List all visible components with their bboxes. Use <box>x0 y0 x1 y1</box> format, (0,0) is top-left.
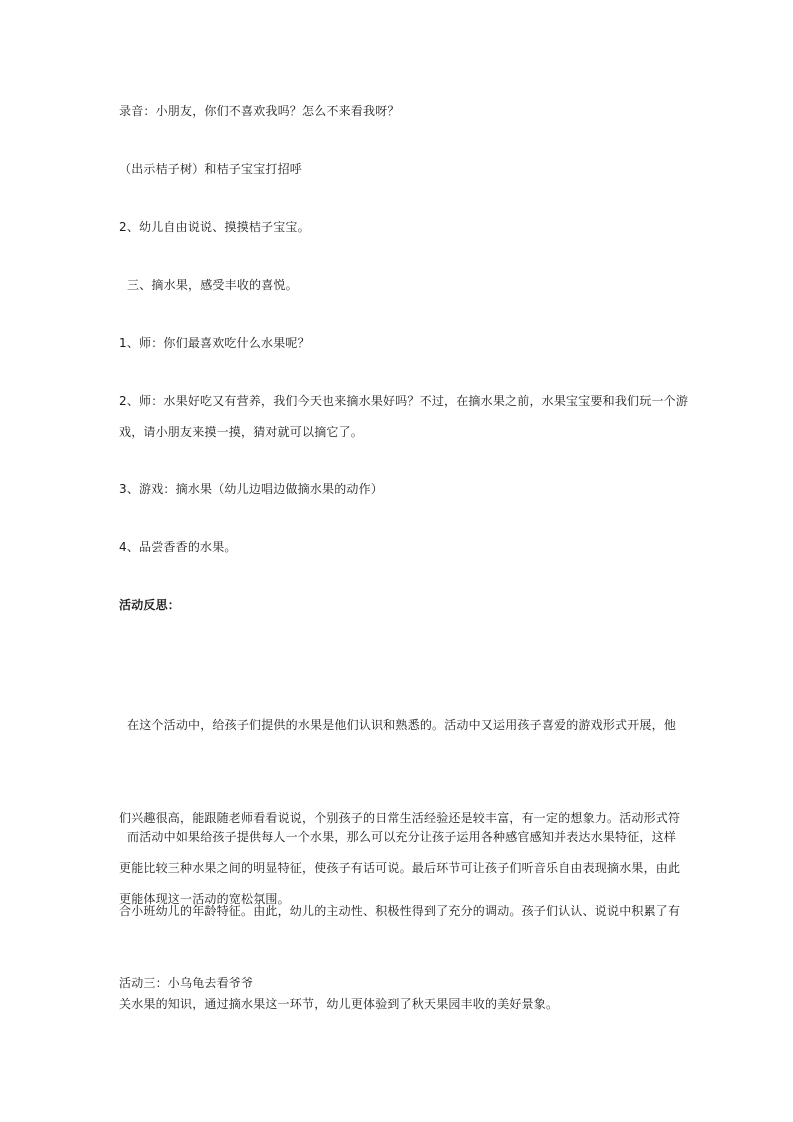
paragraph-line: 更能体现这一活动的宽松氛围。 <box>119 892 290 906</box>
paragraph-line: 在这个活动中，给孩子们提供的水果是他们认识和熟悉的。活动中又运用孩子喜爱的游戏形式开展，他 <box>119 718 677 732</box>
reflection-heading: 活动反思： <box>119 598 181 612</box>
step-1-question-line: 1、师：你们最喜欢吃什么水果呢？ <box>119 336 310 350</box>
game-line: 3、游戏：摘水果（幼儿边唱边做摘水果的动作） <box>119 482 384 496</box>
taste-fruit-line: 4、品尝香香的水果。 <box>119 540 237 554</box>
step-2-touch-line: 2、幼儿自由说说、摸摸桔子宝宝。 <box>119 220 310 234</box>
paragraph-line: 更能比较三种水果之间的明显特征，使孩子有话可说。最后环节可让孩子们听音乐自由表现摘水果，由此 <box>119 861 681 875</box>
activity-3-title: 活动三：小乌龟去看爷爷 <box>119 976 254 990</box>
paragraph-line: 戏，请小朋友来摸一摸，猜对就可以摘它了。 <box>119 425 364 439</box>
reflection-paragraph-2 <box>119 822 681 915</box>
paragraph-line: 关水果的知识，通过摘水果这一环节，幼儿更体验到了秋天果园丰收的美好景象。 <box>119 997 559 1011</box>
section-3-heading: 三、摘水果，感受丰收的喜悦。 <box>119 278 298 292</box>
step-2-paragraph <box>119 386 689 448</box>
paragraph-line: 合小班幼儿的年龄特征。由此，幼儿的主动性、积极性得到了充分的调动。孩子们认认、说说中积累了有 <box>119 904 681 918</box>
show-tree-line: （出示桔子树）和桔子宝宝打招呼 <box>119 162 303 176</box>
recording-line: 录音：小朋友，你们不喜欢我吗？怎么不来看我呀？ <box>119 104 400 118</box>
paragraph-line: 而活动中如果给孩子提供每人一个水果，那么可以充分让孩子运用各种感官感知并表达水果特征，这样 <box>119 830 677 844</box>
paragraph-line: 2、师：水果好吃又有营养，我们今天也来摘水果好吗？不过，在摘水果之前，水果宝宝要和我们玩一个游 <box>119 394 689 408</box>
paragraph-line: 们兴趣很高，能跟随老师看看说说，个别孩子的日常生活经验还是较丰富，有一定的想象力。活动形式符 <box>119 811 681 825</box>
